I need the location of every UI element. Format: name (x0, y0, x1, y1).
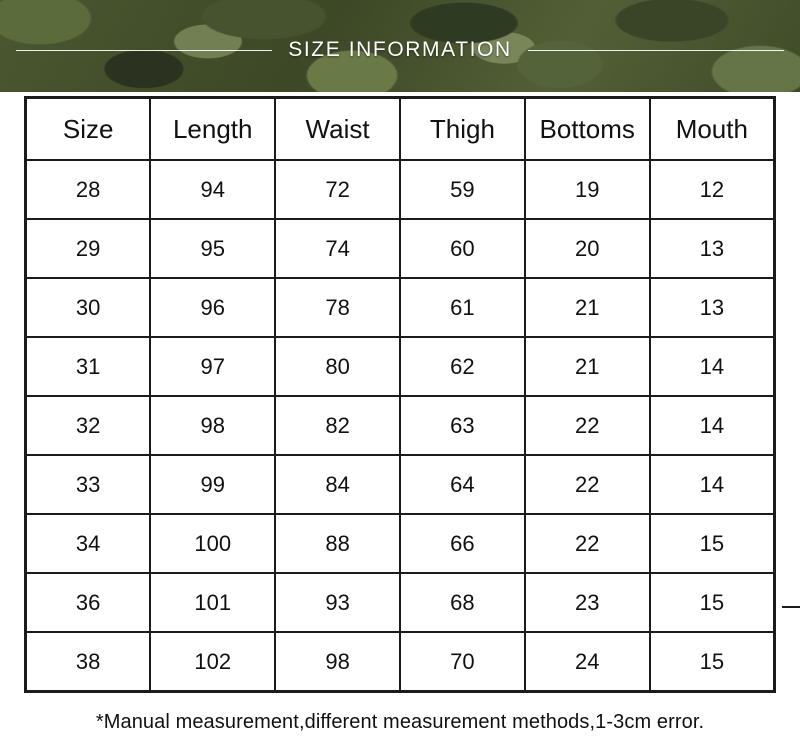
measurement-disclaimer: *Manual measurement,different measurement methods,1-3cm error. (95, 711, 705, 733)
cell-waist: 93 (275, 573, 400, 632)
cell-thigh: 62 (400, 337, 525, 396)
cell-length: 94 (150, 160, 275, 219)
size-table (24, 96, 776, 693)
column-header-thigh: Thigh (400, 98, 525, 161)
cell-thigh: 61 (400, 278, 525, 337)
cell-length: 100 (150, 514, 275, 573)
column-header-size: Size (26, 98, 151, 161)
cell-waist: 80 (275, 337, 400, 396)
cell-length: 97 (150, 337, 275, 396)
cell-mouth: 13 (650, 219, 775, 278)
cell-mouth: 14 (650, 337, 775, 396)
column-header-length: Length (150, 98, 275, 161)
cell-bottoms: 22 (525, 514, 650, 573)
table-row (26, 278, 775, 337)
cell-mouth: 15 (650, 632, 775, 692)
cell-thigh: 63 (400, 396, 525, 455)
cell-waist: 82 (275, 396, 400, 455)
size-table-container (0, 92, 800, 693)
cell-length: 95 (150, 219, 275, 278)
cell-bottoms: 19 (525, 160, 650, 219)
table-row (26, 514, 775, 573)
cell-bottoms: 23 (525, 573, 650, 632)
cell-thigh: 64 (400, 455, 525, 514)
cell-bottoms: 20 (525, 219, 650, 278)
column-header-waist: Waist (275, 98, 400, 161)
table-row (26, 632, 775, 692)
table-row (26, 573, 775, 632)
cell-thigh: 66 (400, 514, 525, 573)
column-header-mouth: Mouth (650, 98, 775, 161)
divider-left (16, 50, 272, 51)
cell-thigh: 70 (400, 632, 525, 692)
cell-size: 30 (26, 278, 151, 337)
cell-waist: 72 (275, 160, 400, 219)
cell-bottoms: 21 (525, 278, 650, 337)
cell-waist: 98 (275, 632, 400, 692)
table-row (26, 160, 775, 219)
table-row (26, 219, 775, 278)
cell-bottoms: 24 (525, 632, 650, 692)
column-header-bottoms: Bottoms (525, 98, 650, 161)
cell-size: 28 (26, 160, 151, 219)
page-title: SIZE INFORMATION (288, 38, 512, 61)
table-row (26, 337, 775, 396)
cell-mouth: 13 (650, 278, 775, 337)
cell-mouth: 15 (650, 514, 775, 573)
cell-waist: 74 (275, 219, 400, 278)
cell-size: 36 (26, 573, 151, 632)
cell-size: 32 (26, 396, 151, 455)
table-row (26, 396, 775, 455)
cell-mouth: 14 (650, 396, 775, 455)
cell-size: 33 (26, 455, 151, 514)
cell-size: 34 (26, 514, 151, 573)
cell-length: 102 (150, 632, 275, 692)
cell-length: 98 (150, 396, 275, 455)
cell-thigh: 60 (400, 219, 525, 278)
cell-size: 31 (26, 337, 151, 396)
cell-length: 101 (150, 573, 275, 632)
cell-size: 29 (26, 219, 151, 278)
camo-header-banner (0, 0, 800, 92)
cell-mouth: 15 (650, 573, 775, 632)
divider-right (528, 50, 784, 51)
cell-size: 38 (26, 632, 151, 692)
banner-content (0, 0, 800, 92)
cell-length: 99 (150, 455, 275, 514)
cell-thigh: 68 (400, 573, 525, 632)
cell-waist: 84 (275, 455, 400, 514)
cell-bottoms: 22 (525, 455, 650, 514)
cell-length: 96 (150, 278, 275, 337)
table-row (26, 455, 775, 514)
cell-waist: 88 (275, 514, 400, 573)
table-header-row (26, 98, 775, 161)
cell-mouth: 14 (650, 455, 775, 514)
banner-title-group (16, 38, 784, 62)
edge-artifact (782, 606, 800, 608)
cell-mouth: 12 (650, 160, 775, 219)
table-head (26, 98, 775, 161)
table-body (26, 160, 775, 692)
cell-waist: 78 (275, 278, 400, 337)
cell-bottoms: 21 (525, 337, 650, 396)
cell-thigh: 59 (400, 160, 525, 219)
cell-bottoms: 22 (525, 396, 650, 455)
